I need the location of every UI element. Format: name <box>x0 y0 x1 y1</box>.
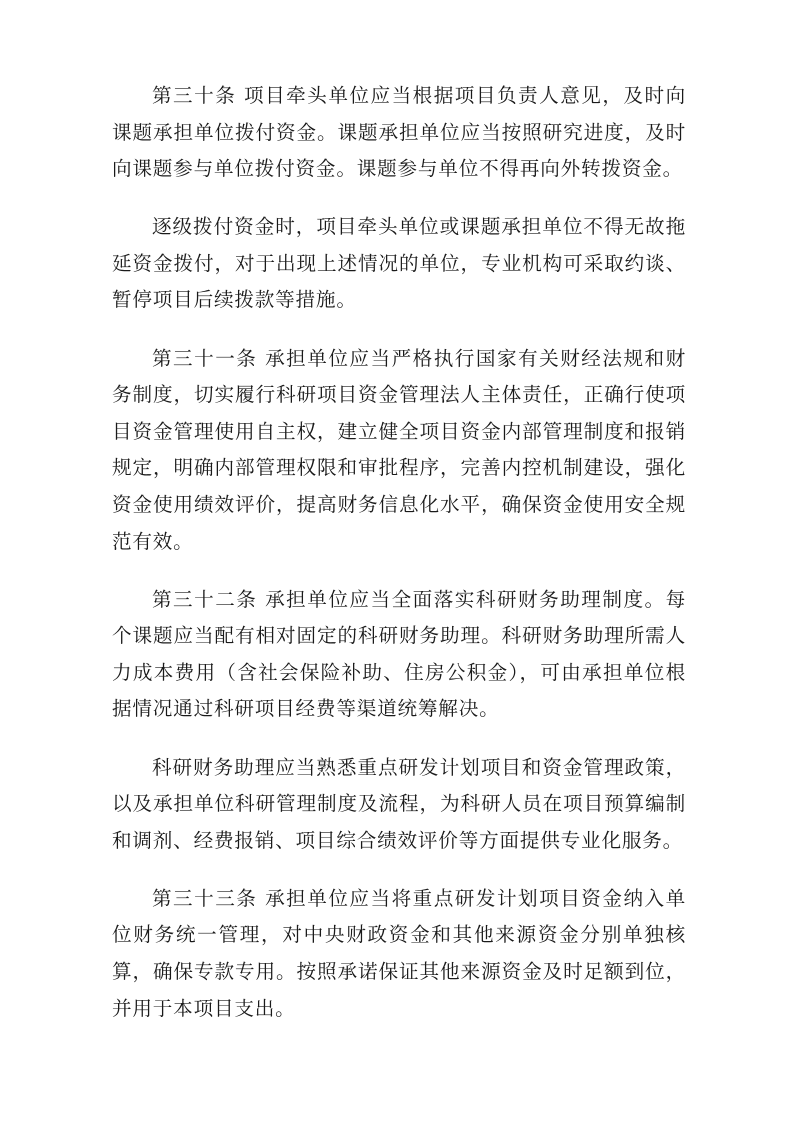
paragraph-article-30: 第三十条 项目牵头单位应当根据项目负责人意见，及时向课题承担单位拨付资金。课题承担单位应当按照研究进度，及时向课题参与单位拨付资金。课题参与单位不得再向外转拨资金。 <box>112 84 686 181</box>
paragraph-article-31: 第三十一条 承担单位应当严格执行国家有关财经法规和财务制度，切实履行科研项目资金管理法人主体责任，正确行使项目资金管理使用自主权，建立健全项目资金内部管理制度和报销规定，明确内部管理权限和审批程序，完善内控机制建设，强化资金使用绩效评价，提高财务信息化水平，确保资金使用安全规范有效。 <box>112 346 686 553</box>
paragraph-article-33: 第三十三条 承担单位应当将重点研发计划项目资金纳入单位财务统一管理，对中央财政资金和其他来源资金分别单独核算，确保专款专用。按照承诺保证其他来源资金及时足额到位，并用于本项目支出。 <box>112 886 686 1020</box>
paragraph-finance-assistant: 科研财务助理应当熟悉重点研发计划项目和资金管理政策，以及承担单位科研管理制度及流程，为科研人员在项目预算编制和调剂、经费报销、项目综合绩效评价等方面提供专业化服务。 <box>112 755 686 852</box>
document-page <box>112 78 686 1049</box>
paragraph-fund-disbursement: 逐级拨付资金时，项目牵头单位或课题承担单位不得无故拖延资金拨付，对于出现上述情况的单位，专业机构可采取约谈、暂停项目后续拨款等措施。 <box>112 215 686 312</box>
paragraph-article-32: 第三十二条 承担单位应当全面落实科研财务助理制度。每个课题应当配有相对固定的科研财务助理。科研财务助理所需人力成本费用（含社会保险补助、住房公积金），可由承担单位根据情况通过科研项目经费等渠道统筹解决。 <box>112 587 686 721</box>
